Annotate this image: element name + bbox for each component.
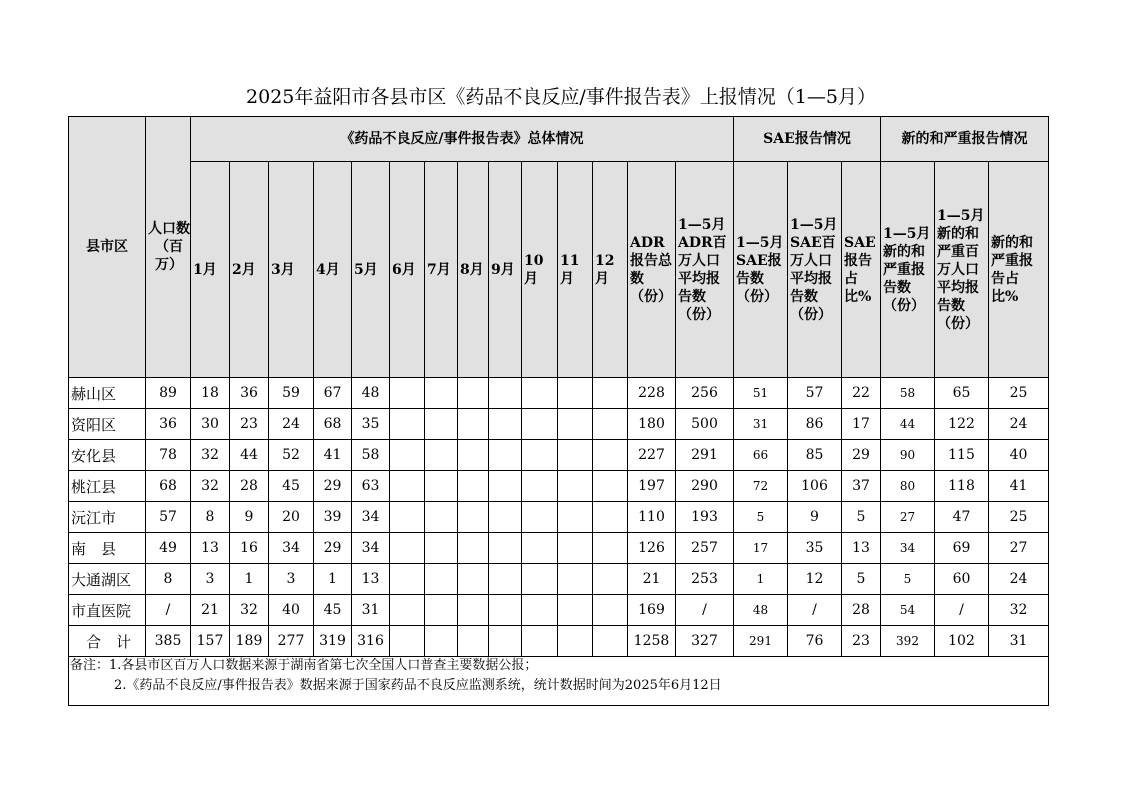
cell-sae-count: 66: [734, 440, 788, 471]
cell-sae-count: 5: [734, 502, 788, 533]
cell-new-serious-ratio: 41: [989, 471, 1049, 502]
cell-sae-per-million: 12: [788, 564, 842, 595]
cell-month: 34: [352, 533, 390, 564]
header-month: 10月: [522, 162, 558, 378]
cell-month: [458, 471, 489, 502]
cell-county: 资阳区: [69, 409, 146, 440]
cell-new-serious-ratio: 40: [989, 440, 1049, 471]
cell-county: 南 县: [69, 533, 146, 564]
cell-sae-count: 72: [734, 471, 788, 502]
cell-sae-per-million: 85: [788, 440, 842, 471]
header-sae-per-million: 1—5月 SAE百 万人口 平均报 告数 （份）: [788, 162, 842, 378]
cell-month: 319: [314, 626, 352, 657]
header-adr-total: ADR报告总数（份）: [628, 162, 676, 378]
cell-month: 20: [269, 502, 314, 533]
cell-month: 41: [314, 440, 352, 471]
cell-month: [558, 440, 593, 471]
cell-month: [489, 440, 522, 471]
cell-month: 35: [352, 409, 390, 440]
header-row-groups: [69, 117, 1049, 162]
cell-adr-per-million: 500: [676, 409, 734, 440]
header-month: 8月: [458, 162, 489, 378]
cell-month: [593, 502, 628, 533]
cell-new-serious-count: 27: [881, 502, 935, 533]
header-county: 县市区: [69, 117, 146, 378]
cell-county: 桃江县: [69, 471, 146, 502]
cell-month: [558, 378, 593, 409]
header-row-columns: [69, 162, 1049, 378]
cell-month: [390, 471, 425, 502]
cell-sae-count: 31: [734, 409, 788, 440]
cell-new-serious-per-million: 102: [935, 626, 989, 657]
cell-month: 29: [314, 533, 352, 564]
cell-month: 23: [230, 409, 269, 440]
cell-month: [458, 502, 489, 533]
cell-month: [390, 626, 425, 657]
cell-month: [390, 502, 425, 533]
cell-adr-total: 227: [628, 440, 676, 471]
cell-county: 安化县: [69, 440, 146, 471]
cell-population: 36: [146, 409, 191, 440]
cell-month: [425, 626, 458, 657]
cell-month: [522, 440, 558, 471]
cell-month: [489, 502, 522, 533]
cell-adr-per-million: 327: [676, 626, 734, 657]
cell-month: 277: [269, 626, 314, 657]
cell-month: 1: [230, 564, 269, 595]
cell-sae-ratio: 23: [842, 626, 881, 657]
cell-month: [522, 378, 558, 409]
cell-month: 45: [269, 471, 314, 502]
header-month: 12月: [593, 162, 628, 378]
header-month: 3月: [269, 162, 314, 378]
header-sae-ratio: SAE 报告占 比%: [842, 162, 881, 378]
cell-new-serious-ratio: 32: [989, 595, 1049, 626]
footnotes: [70, 656, 1045, 696]
cell-new-serious-per-million: /: [935, 595, 989, 626]
cell-sae-count: 1: [734, 564, 788, 595]
cell-month: [458, 626, 489, 657]
cell-sae-ratio: 29: [842, 440, 881, 471]
cell-month: [425, 564, 458, 595]
header-group-sae: SAE报告情况: [734, 117, 881, 162]
cell-new-serious-ratio: 25: [989, 378, 1049, 409]
cell-adr-total: 169: [628, 595, 676, 626]
cell-month: 9: [230, 502, 269, 533]
cell-sae-ratio: 37: [842, 471, 881, 502]
cell-sae-ratio: 17: [842, 409, 881, 440]
cell-new-serious-per-million: 47: [935, 502, 989, 533]
cell-month: [593, 533, 628, 564]
cell-month: [458, 533, 489, 564]
cell-month: 31: [352, 595, 390, 626]
cell-month: [489, 471, 522, 502]
cell-adr-total: 197: [628, 471, 676, 502]
cell-county: 赫山区: [69, 378, 146, 409]
cell-month: 58: [352, 440, 390, 471]
cell-sae-per-million: 35: [788, 533, 842, 564]
cell-month: [558, 409, 593, 440]
cell-month: [390, 409, 425, 440]
cell-new-serious-per-million: 115: [935, 440, 989, 471]
header-group-overall: 《药品不良反应/事件报告表》总体情况: [191, 117, 734, 162]
cell-month: [458, 378, 489, 409]
cell-month: 34: [269, 533, 314, 564]
cell-month: [558, 471, 593, 502]
cell-county: 市直医院: [69, 595, 146, 626]
cell-adr-per-million: 291: [676, 440, 734, 471]
cell-new-serious-count: 44: [881, 409, 935, 440]
cell-month: 32: [230, 595, 269, 626]
header-new-serious-per-million: 1—5月 新的和 严重百 万人口 平均报 告数 （份）: [935, 162, 989, 378]
cell-month: [522, 564, 558, 595]
cell-adr-per-million: 256: [676, 378, 734, 409]
cell-county: 沅江市: [69, 502, 146, 533]
table-row: [69, 564, 1049, 595]
cell-new-serious-ratio: 25: [989, 502, 1049, 533]
cell-month: 316: [352, 626, 390, 657]
cell-adr-per-million: 290: [676, 471, 734, 502]
table-row: [69, 471, 1049, 502]
cell-month: [489, 564, 522, 595]
cell-new-serious-ratio: 24: [989, 409, 1049, 440]
header-group-new-serious: 新的和严重报告情况: [881, 117, 1049, 162]
cell-month: [425, 471, 458, 502]
cell-population: /: [146, 595, 191, 626]
cell-adr-total: 1258: [628, 626, 676, 657]
cell-month: 32: [191, 440, 230, 471]
cell-county: 合 计: [69, 626, 146, 657]
cell-month: 8: [191, 502, 230, 533]
header-sae-count: 1—5月 SAE报 告数 （份）: [734, 162, 788, 378]
cell-sae-per-million: 106: [788, 471, 842, 502]
cell-month: [522, 626, 558, 657]
cell-month: [390, 533, 425, 564]
cell-new-serious-count: 90: [881, 440, 935, 471]
total-row: [69, 626, 1049, 657]
cell-month: 39: [314, 502, 352, 533]
cell-month: 32: [191, 471, 230, 502]
table-row: [69, 378, 1049, 409]
cell-month: [390, 595, 425, 626]
cell-month: 45: [314, 595, 352, 626]
cell-month: [390, 564, 425, 595]
cell-new-serious-ratio: 31: [989, 626, 1049, 657]
cell-adr-per-million: /: [676, 595, 734, 626]
header-new-serious-count: 1—5月 新的和 严重报 告数 （份）: [881, 162, 935, 378]
cell-sae-count: 17: [734, 533, 788, 564]
cell-month: 157: [191, 626, 230, 657]
cell-month: [522, 533, 558, 564]
cell-population: 78: [146, 440, 191, 471]
cell-adr-total: 180: [628, 409, 676, 440]
cell-new-serious-count: 80: [881, 471, 935, 502]
cell-month: [425, 378, 458, 409]
table-row: [69, 502, 1049, 533]
cell-month: [522, 502, 558, 533]
header-month: 1月: [191, 162, 230, 378]
cell-month: [458, 564, 489, 595]
cell-month: 44: [230, 440, 269, 471]
header-month: 11月: [558, 162, 593, 378]
cell-month: 68: [314, 409, 352, 440]
cell-month: 48: [352, 378, 390, 409]
header-month: 6月: [390, 162, 425, 378]
cell-month: [425, 502, 458, 533]
cell-sae-ratio: 13: [842, 533, 881, 564]
cell-new-serious-ratio: 24: [989, 564, 1049, 595]
cell-sae-ratio: 5: [842, 564, 881, 595]
cell-month: [593, 378, 628, 409]
cell-month: 36: [230, 378, 269, 409]
cell-population: 57: [146, 502, 191, 533]
cell-month: [593, 564, 628, 595]
cell-month: [558, 564, 593, 595]
page-title: 2025年益阳市各县市区《药品不良反应/事件报告表》上报情况（1—5月）: [246, 86, 876, 108]
header-month: 7月: [425, 162, 458, 378]
cell-month: [425, 440, 458, 471]
cell-new-serious-count: 34: [881, 533, 935, 564]
cell-county: 大通湖区: [69, 564, 146, 595]
cell-sae-ratio: 28: [842, 595, 881, 626]
cell-sae-per-million: 76: [788, 626, 842, 657]
cell-month: 21: [191, 595, 230, 626]
header-month: 4月: [314, 162, 352, 378]
cell-population: 49: [146, 533, 191, 564]
cell-adr-per-million: 193: [676, 502, 734, 533]
cell-adr-per-million: 253: [676, 564, 734, 595]
cell-new-serious-per-million: 69: [935, 533, 989, 564]
cell-population: 385: [146, 626, 191, 657]
cell-new-serious-per-million: 60: [935, 564, 989, 595]
cell-new-serious-per-million: 65: [935, 378, 989, 409]
cell-month: 28: [230, 471, 269, 502]
table-row: [69, 440, 1049, 471]
cell-month: 3: [191, 564, 230, 595]
cell-sae-ratio: 22: [842, 378, 881, 409]
cell-month: [425, 595, 458, 626]
cell-month: [489, 595, 522, 626]
cell-month: 34: [352, 502, 390, 533]
table-row: [69, 595, 1049, 626]
cell-month: [593, 595, 628, 626]
cell-month: [522, 409, 558, 440]
cell-month: [522, 595, 558, 626]
header-adr-per-million: 1—5月 ADR百 万人口 平均报 告数 （份）: [676, 162, 734, 378]
cell-population: 8: [146, 564, 191, 595]
cell-month: 189: [230, 626, 269, 657]
cell-month: 30: [191, 409, 230, 440]
cell-new-serious-ratio: 27: [989, 533, 1049, 564]
cell-month: [558, 626, 593, 657]
cell-month: 40: [269, 595, 314, 626]
cell-month: 67: [314, 378, 352, 409]
cell-month: [390, 378, 425, 409]
cell-sae-count: 291: [734, 626, 788, 657]
header-month: 5月: [352, 162, 390, 378]
cell-sae-per-million: /: [788, 595, 842, 626]
cell-new-serious-count: 54: [881, 595, 935, 626]
header-month: 9月: [489, 162, 522, 378]
cell-month: 3: [269, 564, 314, 595]
cell-month: [458, 440, 489, 471]
cell-month: [522, 471, 558, 502]
footnote-2: 2.《药品不良反应/事件报告表》数据来源于国家药品不良反应监测系统，统计数据时间为2025年6月12日: [114, 678, 722, 693]
cell-month: 52: [269, 440, 314, 471]
cell-new-serious-count: 58: [881, 378, 935, 409]
cell-month: [558, 502, 593, 533]
cell-adr-total: 228: [628, 378, 676, 409]
cell-month: [489, 378, 522, 409]
cell-sae-per-million: 9: [788, 502, 842, 533]
cell-adr-total: 21: [628, 564, 676, 595]
table-row: [69, 409, 1049, 440]
cell-month: [458, 595, 489, 626]
table-row: [69, 533, 1049, 564]
cell-adr-total: 110: [628, 502, 676, 533]
cell-month: [425, 533, 458, 564]
cell-sae-count: 51: [734, 378, 788, 409]
cell-month: [489, 626, 522, 657]
header-population: 人口数（百万）: [146, 117, 191, 378]
cell-month: 13: [352, 564, 390, 595]
cell-sae-per-million: 86: [788, 409, 842, 440]
cell-month: [593, 626, 628, 657]
cell-month: [458, 409, 489, 440]
cell-month: 18: [191, 378, 230, 409]
cell-month: 24: [269, 409, 314, 440]
cell-month: 16: [230, 533, 269, 564]
cell-month: [489, 533, 522, 564]
cell-sae-ratio: 5: [842, 502, 881, 533]
cell-new-serious-count: 5: [881, 564, 935, 595]
header-new-serious-ratio: 新的和 严重报 告占 比%: [989, 162, 1049, 378]
cell-population: 89: [146, 378, 191, 409]
cell-month: 1: [314, 564, 352, 595]
cell-month: [593, 471, 628, 502]
cell-month: [489, 409, 522, 440]
cell-month: [593, 440, 628, 471]
cell-month: [390, 440, 425, 471]
cell-month: 13: [191, 533, 230, 564]
cell-month: 63: [352, 471, 390, 502]
cell-population: 68: [146, 471, 191, 502]
cell-new-serious-count: 392: [881, 626, 935, 657]
report-table: [68, 116, 1049, 657]
cell-month: [593, 409, 628, 440]
footnote-1: 备注：1.各县市区百万人口数据来源于湖南省第七次全国人口普查主要数据公报；: [70, 658, 538, 673]
cell-adr-total: 126: [628, 533, 676, 564]
cell-adr-per-million: 257: [676, 533, 734, 564]
cell-new-serious-per-million: 122: [935, 409, 989, 440]
cell-month: [558, 595, 593, 626]
cell-sae-count: 48: [734, 595, 788, 626]
cell-new-serious-per-million: 118: [935, 471, 989, 502]
cell-month: 59: [269, 378, 314, 409]
cell-month: [425, 409, 458, 440]
header-month: 2月: [230, 162, 269, 378]
cell-month: [558, 533, 593, 564]
cell-sae-per-million: 57: [788, 378, 842, 409]
cell-month: 29: [314, 471, 352, 502]
